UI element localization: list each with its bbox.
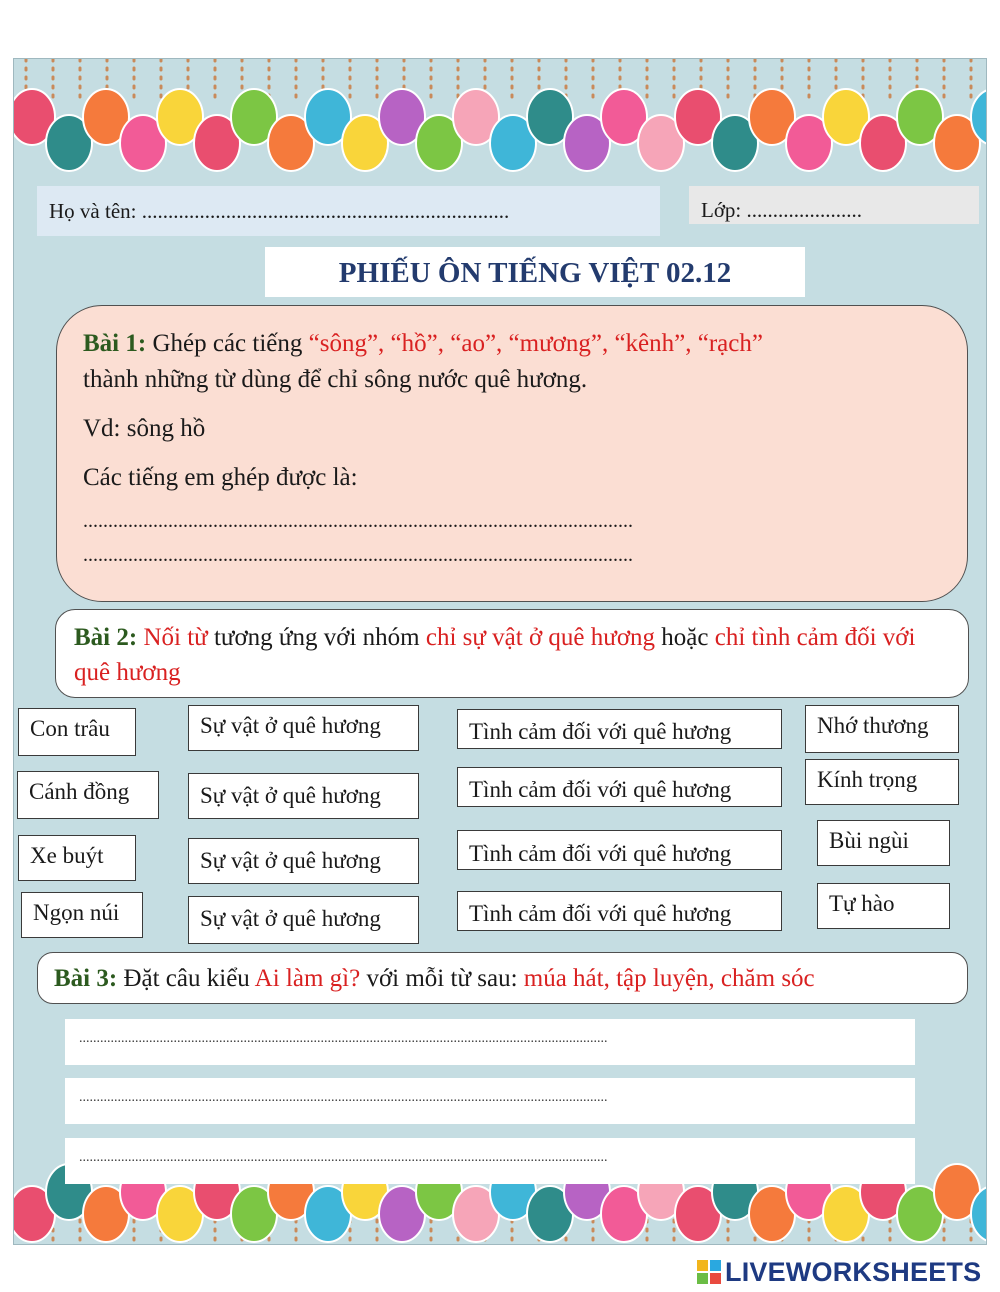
group-things-card[interactable]: Sự vật ở quê hương [188,705,419,751]
group-things-card[interactable]: Sự vật ở quê hương [188,838,419,884]
exercise-1 [56,305,968,602]
exercise-3 [37,952,968,1004]
page-title: PHIẾU ÔN TIẾNG VIỆT 02.12 [265,247,805,297]
word-card[interactable]: Nhớ thương [805,705,959,753]
word-card[interactable]: Con trâu [18,708,136,756]
exercise-1-prompt: Các tiếng em ghép được là: [83,464,358,491]
exercise-1-label: Bài 1: [83,330,147,357]
exercise-3-text: Ai làm gì? [254,965,361,992]
group-things-card[interactable]: Sự vật ở quê hương [188,896,419,944]
group-feelings-card[interactable]: Tình cảm đối với quê hương [457,891,782,931]
exercise-1-answer-line[interactable]: .............................................................................................................. [83,510,633,532]
exercise-2-text: hoặc [655,624,715,651]
exercise-2-text: chỉ sự vật ở quê hương [425,624,656,651]
balloon-garland-top [14,59,986,184]
exercise-2-text: Nối từ [143,624,208,651]
exercise-1-instruction [83,326,941,362]
footer-logo[interactable] [697,1252,981,1292]
exercise-2-text: tương ứng với nhóm [207,624,426,651]
exercise-3-text: với mỗi từ sau: [360,965,524,992]
answer-input-3[interactable]: ....................................................................................................................................................... [65,1138,915,1184]
word-card[interactable]: Cánh đồng [17,771,159,819]
group-feelings-card[interactable]: Tình cảm đối với quê hương [457,830,782,870]
exercise-3-text: múa hát, tập luyện, chăm sóc [523,965,815,992]
exercise-2-text: chỉ tình cảm đối với quê hương [74,624,916,686]
word-card[interactable]: Xe buýt [18,835,136,881]
exercise-1-instruction-cont: thành những từ dùng để chỉ sông nước quê hương. [83,366,588,393]
exercise-1-text: Ghép các tiếng [146,330,309,357]
group-things-card[interactable]: Sự vật ở quê hương [188,773,419,819]
liveworksheets-logo-icon [697,1260,721,1284]
word-card[interactable]: Kính trọng [805,759,959,805]
name-field[interactable] [37,186,660,236]
name-label: Họ và tên: ...................................................................... [49,199,510,223]
word-card[interactable]: Ngọn núi [21,892,143,938]
class-field[interactable] [689,186,979,224]
answer-input-1[interactable]: ....................................................................................................................................................... [65,1019,915,1065]
word-card[interactable]: Bùi ngùi [817,820,950,866]
exercise-1-words: “sông”, “hồ”, “ao”, “mương”, “kênh”, “rạch” [308,330,763,357]
class-label: Lớp: ...................... [701,198,863,222]
exercise-2 [55,609,969,698]
exercise-3-text: Đặt câu kiểu [117,965,255,992]
exercise-1-example: Vd: sông hồ [83,415,206,442]
exercise-1-answer-line[interactable]: .............................................................................................................. [83,544,633,566]
exercise-3-label: Bài 3: [54,965,118,992]
answer-input-2[interactable]: ....................................................................................................................................................... [65,1078,915,1124]
exercise-2-label: Bài 2: [74,624,138,651]
group-feelings-card[interactable]: Tình cảm đối với quê hương [457,767,782,807]
brand-name: LIVEWORKSHEETS [725,1256,982,1287]
group-feelings-card[interactable]: Tình cảm đối với quê hương [457,709,782,749]
word-card[interactable]: Tự hào [817,883,950,929]
